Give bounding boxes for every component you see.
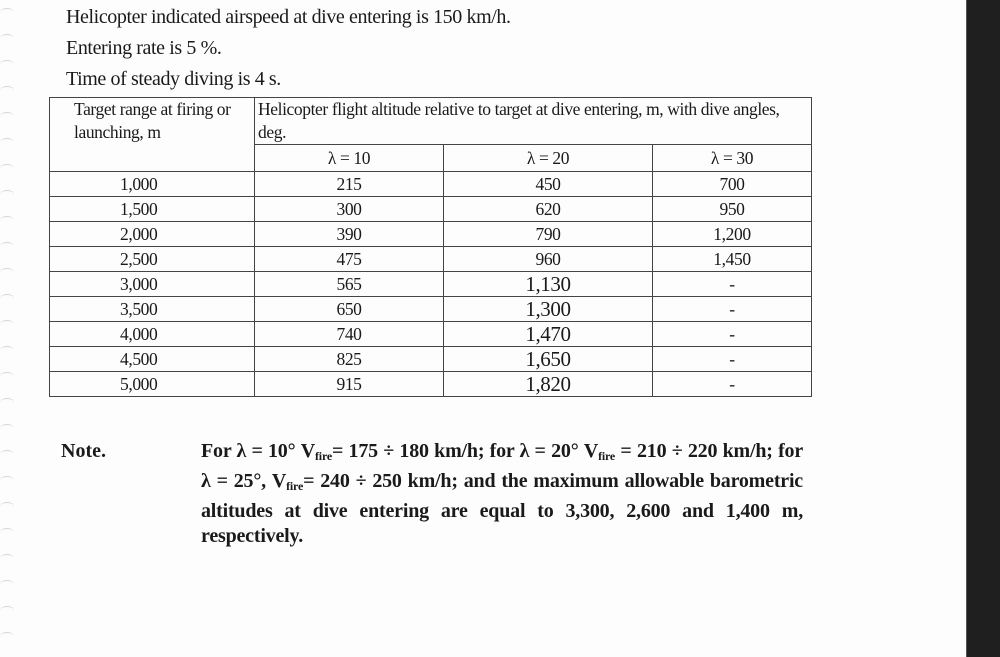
- cell-l30: -: [653, 347, 812, 372]
- table-row: [50, 322, 812, 347]
- header-target-range: Target range at firing or launching, m: [50, 98, 255, 172]
- note-label: Note.: [61, 440, 106, 462]
- cell-l30: 950: [653, 197, 812, 222]
- cell-l20: 620: [444, 197, 653, 222]
- cell-l30: -: [653, 297, 812, 322]
- cell-range: 3,000: [50, 272, 255, 297]
- cell-l30: 700: [653, 172, 812, 197]
- table-row: [50, 222, 812, 247]
- cell-l30: 1,200: [653, 222, 812, 247]
- cell-l20: 1,300: [444, 297, 653, 322]
- cell-l30: -: [653, 272, 812, 297]
- cell-l30: 1,450: [653, 247, 812, 272]
- dark-side-panel: [966, 0, 1000, 657]
- cell-l10: 740: [255, 322, 444, 347]
- table-row: [50, 172, 812, 197]
- cell-range: 1,000: [50, 172, 255, 197]
- table-row: [50, 197, 812, 222]
- table-row: [50, 372, 812, 397]
- cell-l10: 565: [255, 272, 444, 297]
- cell-l10: 390: [255, 222, 444, 247]
- cell-l10: 825: [255, 347, 444, 372]
- cell-l10: 300: [255, 197, 444, 222]
- cell-l10: 650: [255, 297, 444, 322]
- cell-l20: 1,820: [444, 372, 653, 397]
- intro-airspeed: Helicopter indicated airspeed at dive entering is 150 km/h.: [66, 6, 511, 28]
- note-body: For λ = 10° $V_{fire}= 175 \div 180$ km/h; for λ = 20° $V_{fire} = 210 \div 220$ km/h; for λ = 25°, $V_{fire}= 240 \div 250$ km/h; and the maximum allowable barometric altitudes at dive entering are equal to 3,300, 2,600 and 1,400 m, respectively.: [201, 440, 804, 547]
- cell-range: 3,500: [50, 297, 255, 322]
- cell-range: 2,500: [50, 247, 255, 272]
- intro-steady-diving-time: Time of steady diving is 4 s.: [66, 68, 281, 90]
- table-row: [50, 297, 812, 322]
- cell-range: 1,500: [50, 197, 255, 222]
- cell-range: 4,500: [50, 347, 255, 372]
- binder-ring-marks: [0, 0, 20, 657]
- cell-l20: 450: [444, 172, 653, 197]
- cell-l20: 1,130: [444, 272, 653, 297]
- cell-l10: 215: [255, 172, 444, 197]
- cell-l10: 475: [255, 247, 444, 272]
- altitude-table: [49, 97, 812, 397]
- cell-range: 4,000: [50, 322, 255, 347]
- subheader-lambda-20: λ = 20: [444, 145, 653, 172]
- cell-l20: 790: [444, 222, 653, 247]
- cell-l20: 1,470: [444, 322, 653, 347]
- cell-range: 5,000: [50, 372, 255, 397]
- table-row: [50, 272, 812, 297]
- header-altitude: Helicopter flight altitude relative to target at dive entering, m, with dive angles, deg.: [255, 98, 812, 145]
- table-row: [50, 347, 812, 372]
- table-row: [50, 247, 812, 272]
- cell-l30: -: [653, 322, 812, 347]
- subheader-lambda-30: λ = 30: [653, 145, 812, 172]
- subheader-lambda-10: λ = 10: [255, 145, 444, 172]
- cell-l20: 960: [444, 247, 653, 272]
- cell-l20: 1,650: [444, 347, 653, 372]
- intro-entering-rate: Entering rate is 5 %.: [66, 37, 222, 59]
- cell-l10: 915: [255, 372, 444, 397]
- cell-l30: -: [653, 372, 812, 397]
- cell-range: 2,000: [50, 222, 255, 247]
